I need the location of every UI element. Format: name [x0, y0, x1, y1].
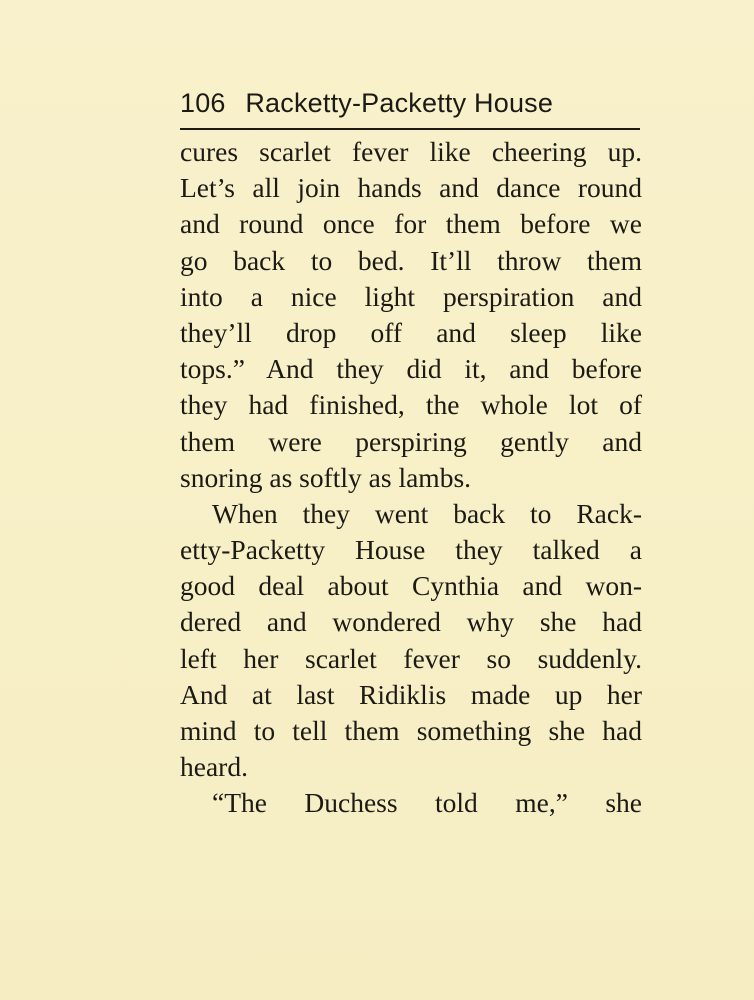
body-text [180, 134, 642, 822]
text-line: cures scarlet fever like cheering up. [180, 136, 642, 167]
page-number: 106 [180, 88, 226, 118]
text-line: they’ll drop off and sleep like [180, 316, 642, 348]
text-line: tops.” And they did it, and before [180, 353, 642, 385]
text-line: them were perspiring gently and [180, 425, 642, 457]
text-line: heard. [180, 751, 248, 783]
text-line: left her scarlet fever so suddenly. [180, 642, 642, 674]
text-line: go back to bed. It’ll throw them [180, 244, 642, 276]
text-line: and round once for them before we [180, 208, 642, 240]
running-title: Racketty-Packetty House [245, 88, 554, 118]
text-line: Let’s all join hands and dance round [180, 172, 642, 204]
text-line: “The Duchess told me,” she [212, 787, 642, 819]
header-rule [180, 128, 640, 130]
text-line: When they went back to Rack- [212, 497, 642, 529]
text-line: dered and wondered why she had [180, 606, 642, 638]
text-line: snoring as softly as lambs. [180, 461, 472, 493]
text-line: etty-Packetty House they talked a [180, 534, 642, 566]
text-line: into a nice light perspiration and [180, 280, 642, 312]
page-header [180, 88, 640, 128]
text-line: And at last Ridiklis made up her [180, 678, 642, 710]
text-line: mind to tell them something she had [180, 715, 642, 746]
text-line: good deal about Cynthia and won- [180, 570, 642, 602]
text-line: they had finished, the whole lot of [180, 389, 642, 421]
